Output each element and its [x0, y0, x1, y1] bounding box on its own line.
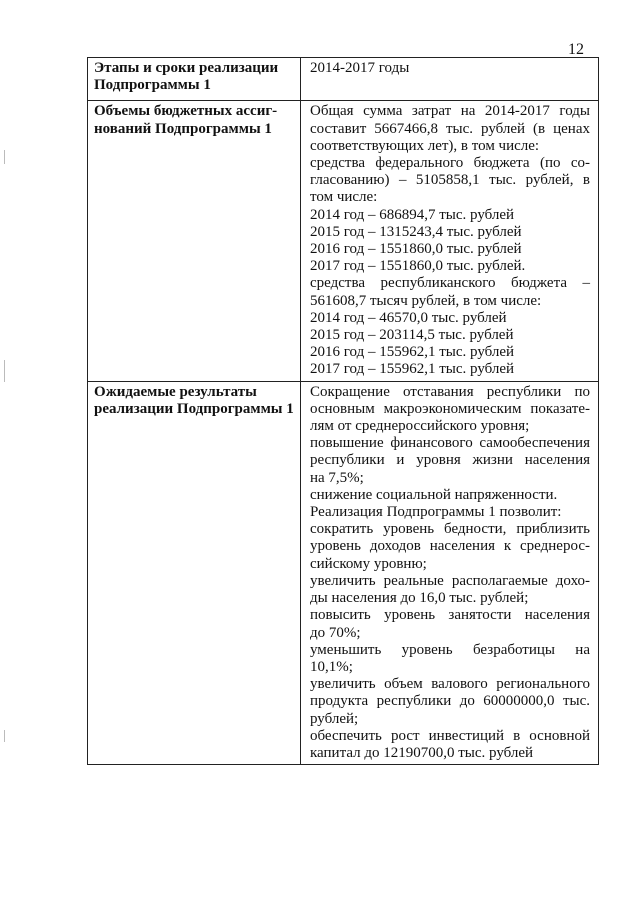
row-value-line: сийскому уровню;	[310, 555, 427, 572]
row-value-line: обеспечить рост инвестиций в основной	[310, 727, 590, 744]
row-value-line: республики и уровня жизни населения	[310, 452, 590, 469]
row-label-cell	[88, 58, 301, 101]
row-label-line: реализации Подпрограммы 1	[94, 400, 294, 417]
row-value-line: 561608,7 тысяч рублей, в том числе:	[310, 292, 542, 309]
table-row	[88, 381, 599, 764]
row-value-line: средства республиканского бюджета –	[310, 275, 590, 292]
row-label-line: Подпрограммы 1	[94, 77, 211, 94]
row-label-line: Ожидаемые результаты	[94, 383, 257, 400]
row-value-line: сократить уровень бедности, приблизить	[310, 521, 590, 538]
subprogram-passport-table	[87, 57, 599, 765]
row-value-line: рублей;	[310, 710, 359, 727]
row-value-line: ды населения до 16,0 тыс. рублей;	[310, 590, 529, 607]
margin-mark	[4, 730, 5, 742]
margin-mark	[4, 360, 5, 382]
row-value-cell	[301, 101, 599, 381]
row-value-line: до 70%;	[310, 624, 361, 641]
row-value-line: уровень доходов населения к среднерос-	[310, 538, 590, 555]
row-value-cell	[301, 381, 599, 764]
row-value-line: 2016 год – 155962,1 тыс. рублей	[310, 344, 515, 361]
row-value-line: Сокращение отставания республики по	[310, 383, 590, 400]
table-row	[88, 101, 599, 381]
row-value-line: 2014 год – 46570,0 тыс. рублей	[310, 309, 507, 326]
row-value-line: Общая сумма затрат на 2014-2017 годы	[310, 103, 590, 120]
row-value-line: том числе:	[310, 189, 378, 206]
row-value-line: соответствующих лет), в том числе:	[310, 137, 540, 154]
row-label-line: Этапы и сроки реализации	[94, 60, 279, 76]
row-label-cell	[88, 101, 301, 381]
table-body	[88, 58, 599, 765]
row-value-line: 2016 год – 1551860,0 тыс. рублей	[310, 241, 522, 258]
row-value-line: уменьшить уровень безработицы на	[310, 641, 590, 658]
row-value-line: капитал до 12190700,0 тыс. рублей	[310, 744, 534, 761]
row-value-line: основным макроэкономическим показате-	[310, 400, 590, 417]
row-value-line: повышение финансового самообеспечения	[310, 435, 590, 452]
row-label-line: Объемы бюджетных ассиг-	[94, 103, 278, 120]
row-value-line: составит 5667466,8 тыс. рублей (в ценах	[310, 120, 590, 137]
row-value-line: 10,1%;	[310, 658, 353, 675]
table-row	[88, 58, 599, 101]
margin-mark	[4, 150, 5, 164]
row-label-line: нований Подпрограммы 1	[94, 120, 272, 137]
row-value-line: увеличить объем валового регионального	[310, 676, 590, 693]
page-number: 12	[568, 41, 584, 58]
row-value-line: 2015 год – 203114,5 тыс. рублей	[310, 327, 514, 344]
row-value-line: 2014 год – 686894,7 тыс. рублей	[310, 206, 515, 223]
row-value-line: 2014-2017 годы	[310, 60, 410, 76]
row-value-line: 2017 год – 1551860,0 тыс. рублей.	[310, 258, 526, 275]
row-value-line: увеличить реальные располагаемые дохо-	[310, 572, 590, 589]
row-value-line: снижение социальной напряженности.	[310, 486, 558, 503]
row-value-line: на 7,5%;	[310, 469, 364, 486]
row-value-line: повысить уровень занятости населения	[310, 607, 590, 624]
row-value-line: гласованию) – 5105858,1 тыс. рублей, в	[310, 172, 590, 189]
row-value-line: продукта республики до 60000000,0 тыс.	[310, 693, 590, 710]
row-value-line: 2015 год – 1315243,4 тыс. рублей	[310, 223, 522, 240]
row-value-line: средства федерального бюджета (по со-	[310, 155, 590, 172]
row-value-line: лям от среднероссийского уровня;	[310, 418, 530, 435]
row-label-cell	[88, 381, 301, 764]
row-value-line: 2017 год – 155962,1 тыс. рублей	[310, 361, 515, 378]
row-value-cell	[301, 58, 599, 101]
row-value-line: Реализация Подпрограммы 1 позволит:	[310, 504, 562, 521]
